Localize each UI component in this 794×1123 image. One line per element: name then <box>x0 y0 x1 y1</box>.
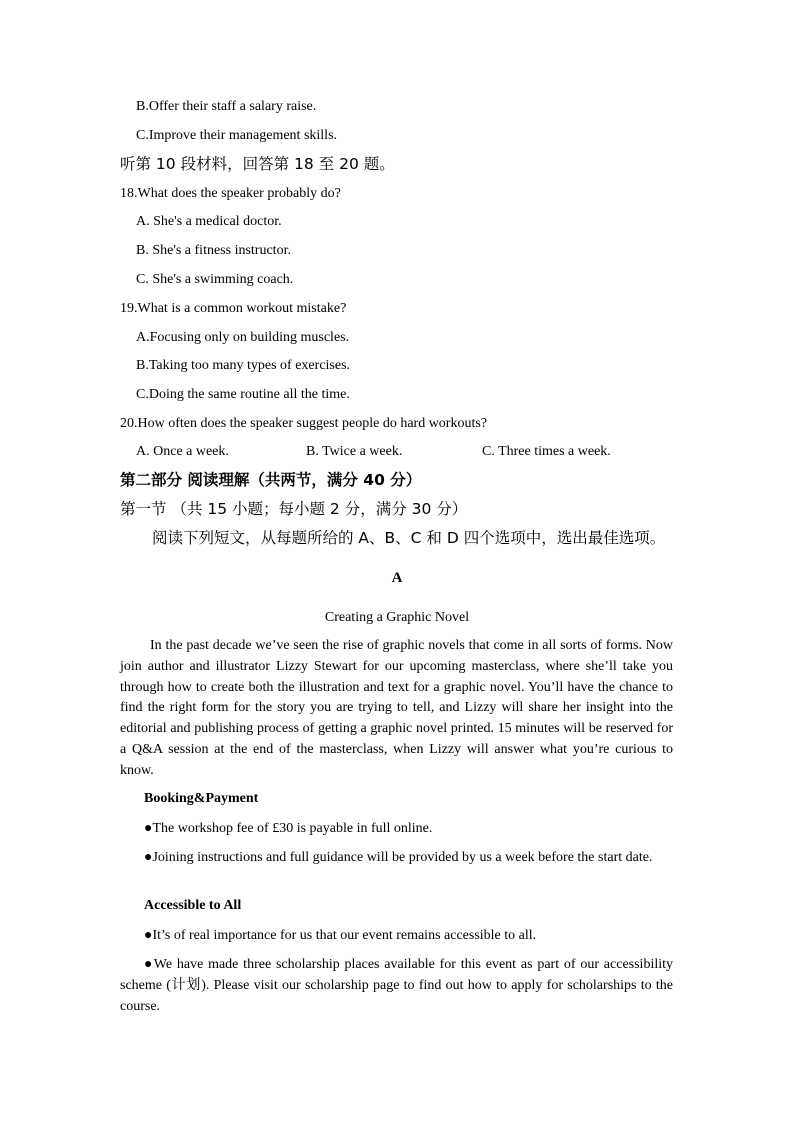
q19-option-b: B.Taking too many types of exercises. <box>136 358 351 373</box>
q19-option-a: A.Focusing only on building muscles. <box>136 330 350 345</box>
q17-option-c: C.Improve their management skills. <box>136 128 338 143</box>
q18-option-b: B. She's a fitness instructor. <box>136 243 291 258</box>
section1-heading: 第一节 （共 15 小题；每小题 2 分，满分 30 分） <box>120 500 468 518</box>
access-item-1: ●It’s of real importance for us that our event remains accessible to all. <box>144 928 537 943</box>
q20-option-b: B. Twice a week. <box>306 444 403 459</box>
booking-item-2: ●Joining instructions and full guidance will be provided by us a week before the start date. <box>144 850 653 865</box>
passage-title: Creating a Graphic Novel <box>324 610 470 625</box>
q20-options <box>136 444 676 462</box>
q19-option-c: C.Doing the same routine all the time. <box>136 387 350 402</box>
q20-option-a: A. Once a week. <box>136 444 229 459</box>
q19-question: 19.What is a common workout mistake? <box>120 301 347 316</box>
q17-option-b: B.Offer their staff a salary raise. <box>136 99 317 114</box>
reading-instruction: 阅读下列短文，从每题所给的 A、B、C 和 D 四个选项中，选出最佳选项。 <box>152 529 666 547</box>
q20-option-c: C. Three times a week. <box>482 444 611 459</box>
q18-option-a: A. She's a medical doctor. <box>136 214 282 229</box>
access-heading: Accessible to All <box>144 898 242 913</box>
q20-question: 20.How often does the speaker suggest people do hard workouts? <box>120 416 488 431</box>
passage-intro: In the past decade we’ve seen the rise of graphic novels that come in all sorts of forms. Now join author and illustrator Lizzy Stewart for our upcoming masterclass, where she’ll take you through how to create both the illustration and text for a graphic novel. You’ll have the chance to find the right form for the story you are trying to tell, and Lizzy will share her insight into the editorial and publishing process of getting a graphic novel printed. 15 minutes will be reserved for a Q&A session at the end of the masterclass, when Lizzy will answer what you’re curious to know. <box>120 638 673 778</box>
q18-question: 18.What does the speaker probably do? <box>120 186 341 201</box>
booking-item-1: ●The workshop fee of £30 is payable in full online. <box>144 821 433 836</box>
part2-heading: 第二部分 阅读理解（共两节，满分 40 分） <box>120 471 422 489</box>
passage-letter: A <box>391 570 403 586</box>
q18-option-c: C. She's a swimming coach. <box>136 272 294 287</box>
section10-instruction: 听第 10 段材料，回答第 18 至 20 题。 <box>120 155 395 173</box>
booking-heading: Booking&Payment <box>144 791 259 806</box>
access-item-2: ●We have made three scholarship places available for this event as part of our accessibility scheme (计划). Please visit our scholarship page to find out how to apply for scholarships to the course. <box>120 957 673 1014</box>
